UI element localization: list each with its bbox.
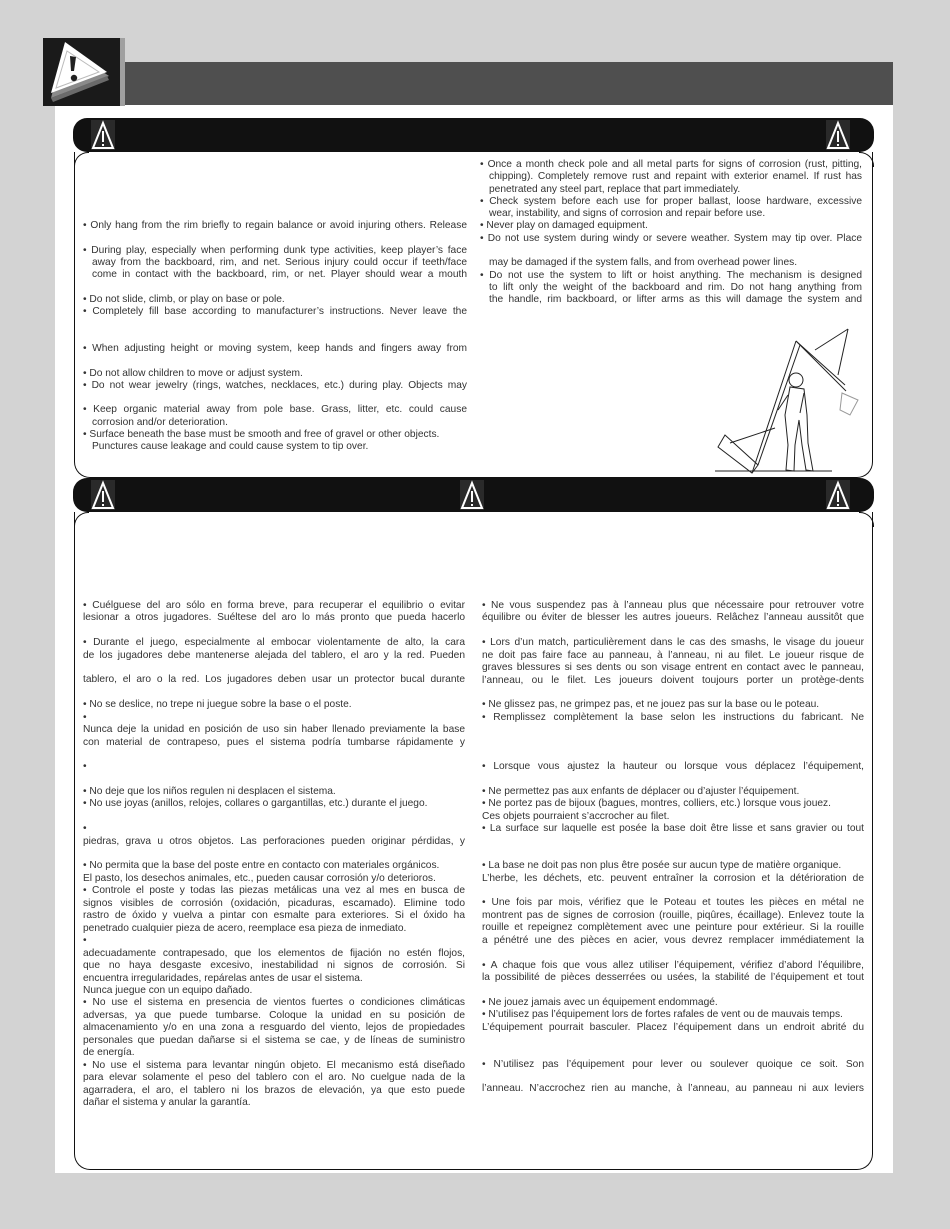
text-line: Ces objets pourraient s’accrocher au filet. (482, 810, 670, 822)
text-line: a pénétré une des pièces en acier, vous devrez remplacer immédiatement la (482, 934, 864, 946)
text-line: • Lors d’un match, particulièrement dans le cas des smashs, le visage du joueur (482, 637, 864, 649)
warning-bar-spanish-french (73, 478, 874, 512)
text-line: wear, instability, and signs of corrosion and repair before use. (489, 208, 766, 220)
text-line: • Check system before each use for proper ballast, loose hardware, excessive (480, 195, 862, 207)
text-line: • Do not allow children to move or adjust system. (83, 367, 303, 379)
blank-line (482, 687, 864, 699)
blank-line (83, 331, 467, 343)
text-line: la possibilité de pièces desserrées ou usées, la stabilité de l’équipement et tout (482, 972, 864, 984)
blank-line (83, 625, 465, 637)
blank-line (83, 662, 465, 674)
system-lift-illustration (700, 325, 870, 477)
text-line: • During play, especially when performing dunk type activities, keep player’s face (83, 244, 467, 256)
text-line: • Do not slide, climb, or play on base or pole. (83, 293, 285, 305)
text-line: de energía. (83, 1047, 135, 1059)
text-line: • (83, 711, 87, 723)
text-line: • Do not use system during windy or severe weather. System may tip over. Place (480, 232, 862, 244)
blank-line (482, 885, 864, 897)
blank-line (482, 1046, 864, 1058)
text-line: • Only hang from the rim briefly to regain balance or avoid injuring others. Release (83, 220, 467, 231)
english-right-column (480, 159, 862, 307)
blank-line (482, 724, 864, 736)
text-line: de los jugadores debe mantenerse alejada del tablero, el aro y la red. Pueden (83, 649, 465, 661)
text-line: • (83, 761, 87, 773)
text-line: personales que puedan dañarse si el sistema se cae, y de líneas de suministro (83, 1034, 465, 1046)
blank-line (83, 232, 467, 244)
text-line: • Remplissez complètement la base selon les instructions du fabricant. Ne (482, 711, 864, 723)
blank-line (482, 947, 864, 959)
text-line: • Controle el poste y todas las piezas metálicas una vez al mes en busca de (83, 885, 465, 897)
text-line: may be damaged if the system falls, and from overhead power lines. (489, 257, 798, 269)
text-line: El pasto, los desechos animales, etc., pueden causar corrosión y/o deterioros. (83, 872, 436, 884)
text-line: rouille et repeignez complètement avec une peinture pour extérieur. Si la rouille (482, 922, 864, 934)
main-warning-icon-box (43, 38, 120, 106)
warning-triangle-icon (91, 120, 115, 150)
text-line: • Ne permettez pas aux enfants de déplacer ou d’ajuster l’équipement. (482, 785, 800, 797)
text-line: • Lorsque vous ajustez la hauteur ou lorsque vous déplacez l’équipement, (482, 761, 864, 773)
text-line: signos visibles de corrosión (oxidación, picaduras, escamado). Elimine todo (83, 897, 465, 909)
english-left-column (83, 220, 467, 454)
text-line: chipping). Completely remove rust and repaint with exterior enamel. If rust has (489, 171, 862, 183)
text-line: équilibre ou éviter de blesser les autres joueurs. Relâchez l’anneau aussitôt que (482, 612, 864, 624)
text-line: • Do not wear jewelry (rings, watches, necklaces, etc.) during play. Objects may (83, 379, 467, 391)
text-line: almacenamiento y/o en una zona a resguardo del viento, lejos de propiedades (83, 1022, 465, 1034)
warning-triangle-icon (460, 480, 484, 510)
text-line: • No use joyas (anillos, relojes, collares o gargantillas, etc.) durante el juego. (83, 798, 428, 810)
text-line: • When adjusting height or moving system, keep hands and fingers away from (83, 342, 467, 354)
text-line: l’anneau. N’accrochez rien au manche, à l’anneau, au panneau ni aux leviers (482, 1083, 864, 1095)
text-line: • N’utilisez pas l’équipement lors de fortes rafales de vent ou de mauvais temps. (482, 1009, 843, 1021)
text-line: penetrated any steel part, replace that part immediately. (489, 183, 741, 195)
text-line: rastro de óxido y vuelva a pintar con esmalte para exteriores. Si el óxido ha (83, 910, 465, 922)
text-line: • Ne portez pas de bijoux (bagues, montres, colliers, etc.) lorsque vous jouez. (482, 798, 831, 810)
spanish-column (83, 600, 465, 1109)
text-line: to lift only the weight of the backboard and rim. Do not hang anything from (489, 281, 862, 293)
text-line: • Ne vous suspendez pas à l’anneau plus que nécessaire pour retrouver votre (482, 600, 864, 611)
text-line: away from the backboard, rim, and net. Serious injury could occur if teeth/face (92, 256, 467, 268)
blank-line (83, 687, 465, 699)
header-bar (125, 62, 893, 105)
blank-line (83, 811, 465, 823)
text-line: • Completely fill base according to manufacturer’s instructions. Never leave the (83, 306, 467, 318)
text-line: • La base ne doit pas non plus être posée sur aucun type de matière organique. (482, 860, 842, 872)
blank-line (83, 392, 467, 404)
blank-line (482, 848, 864, 860)
text-line: dañar el sistema y anular la garantía. (83, 1097, 251, 1109)
text-line: piedras, grava u otros objetos. Las perforaciones pueden originar pérdidas, y (83, 835, 465, 847)
blank-line (83, 281, 467, 293)
blank-line (83, 749, 465, 761)
warning-triangle-icon (826, 480, 850, 510)
text-line: penetrado cualquier pieza de acero, reemplace esa pieza de inmediato. (83, 922, 407, 934)
text-line: • Surface beneath the base must be smooth and free of gravel or other objects. (83, 429, 440, 441)
warning-triangle-icon (91, 480, 115, 510)
warning-triangle-icon (826, 120, 850, 150)
text-line: • N’utilisez pas l’équipement pour lever ou soulever quoique ce soit. Son (482, 1058, 864, 1070)
text-line: L’herbe, les déchets, etc. peuvent entraîner la corrosion et la détérioration de (482, 872, 864, 884)
text-line: adecuadamente contrapesado, que los elementos de fijación no estén flojos, (83, 947, 465, 959)
text-line: • Ne jouez jamais avec un équipement endommagé. (482, 996, 718, 1008)
blank-line (482, 774, 864, 786)
text-line: • (83, 823, 87, 835)
blank-line (83, 355, 467, 367)
blank-line (480, 245, 862, 257)
text-line: graves blessures si ses dents ou son visage entrent en contact avec le panneau, (482, 662, 864, 674)
text-line: • Never play on damaged equipment. (480, 220, 648, 232)
text-line: come in contact with the backboard, rim, or net. Player should wear a mouth (92, 269, 467, 281)
text-line: • La surface sur laquelle est posée la base doit être lisse et sans gravier ou tout (482, 823, 864, 835)
text-line: • No se deslice, no trepe ni juegue sobre la base o el poste. (83, 699, 352, 711)
text-line: ne doit pas faire face au panneau, à l’anneau, ni au filet. Le joueur risque de (482, 649, 864, 661)
blank-line (83, 848, 465, 860)
blank-line (482, 984, 864, 996)
text-line: • Once a month check pole and all metal parts for signs of corrosion (rust, pitting, (480, 159, 862, 170)
text-line: para elevar solamente el peso del tablero con el aro. No cuelgue nada de la (83, 1072, 465, 1084)
text-line: • No permita que la base del poste entre en contacto con materiales orgánicos. (83, 860, 440, 872)
text-line: • Keep organic material away from pole base. Grass, litter, etc. could cause (83, 404, 467, 416)
text-line: • No use el sistema en presencia de vientos fuertes o condiciones climáticas (83, 997, 465, 1009)
text-line: L’équipement pourrait basculer. Placez l’équipement dans un endroit abrité du (482, 1021, 864, 1033)
text-line: • Une fois par mois, vérifiez que le Poteau et toutes les pièces en métal ne (482, 897, 864, 909)
text-line: tablero, el aro o la red. Los jugadores deben usar un protector bucal durante (83, 674, 465, 686)
blank-line (482, 836, 864, 848)
text-line: Nunca deje la unidad en posición de uso sin haber llenado previamente la base (83, 724, 465, 736)
text-line: • No deje que los niños regulen ni desplacen el sistema. (83, 786, 336, 798)
blank-line (482, 1071, 864, 1083)
text-line: • Durante el juego, especialmente al embocar violentamente de alto, la cara (83, 637, 465, 649)
text-line: Punctures cause leakage and could cause system to tip over. (92, 441, 369, 453)
text-line: • A chaque fois que vous allez utiliser l’équipement, vérifiez d’abord l’équilibre, (482, 959, 864, 971)
text-line: que no haya desgaste excesivo, inestabilidad ni signos de corrosión. Si (83, 960, 465, 972)
text-line: • Do not use the system to lift or hoist anything. The mechanism is designed (480, 269, 862, 281)
text-line: agarradera, el aro, el tablero ni los brazos de elevación, ya que esto puede (83, 1084, 465, 1096)
text-line: l’anneau, ou le filet. Les joueurs doivent toujours porter un protège-dents (482, 674, 864, 686)
warning-bar-english (73, 118, 874, 152)
text-line: encuentra irregularidades, repárelas antes de usar el sistema. (83, 972, 363, 984)
french-column (482, 600, 864, 1096)
text-line: • Ne glissez pas, ne grimpez pas, et ne jouez pas sur la base ou le poteau. (482, 699, 820, 711)
blank-line (482, 749, 864, 761)
blank-line (482, 1034, 864, 1046)
text-line: montrent pas de signes de corrosion (rouille, piqûres, écaillage). Enlevez toute la (482, 909, 864, 921)
text-line: corrosion and/or deterioration. (92, 416, 228, 428)
text-line: • Cuélguese del aro sólo en forma breve, para recuperar el equilibrio o evitar (83, 600, 465, 611)
blank-line (482, 625, 864, 637)
text-line: the handle, rim backboard, or lifter arms as this will damage the system and (489, 294, 862, 306)
text-line: • (83, 935, 87, 947)
text-line: Nunca juegue con un equipo dañado. (83, 984, 253, 996)
text-line: adversas, ya que puede tumbarse. Coloque la unidad en su posición de (83, 1009, 465, 1021)
warning-triangle-icon (43, 38, 120, 106)
text-line: con material de contrapeso, pues el sistema podría tumbarse rápidamente y (83, 736, 465, 748)
blank-line (83, 774, 465, 786)
blank-line (482, 737, 864, 749)
text-line: lesionar a otros jugadores. Suéltese del aro lo más pronto que pueda hacerlo (83, 612, 465, 624)
blank-line (83, 318, 467, 330)
text-line: • No use el sistema para levantar ningún objeto. El mecanismo está diseñado (83, 1059, 465, 1071)
